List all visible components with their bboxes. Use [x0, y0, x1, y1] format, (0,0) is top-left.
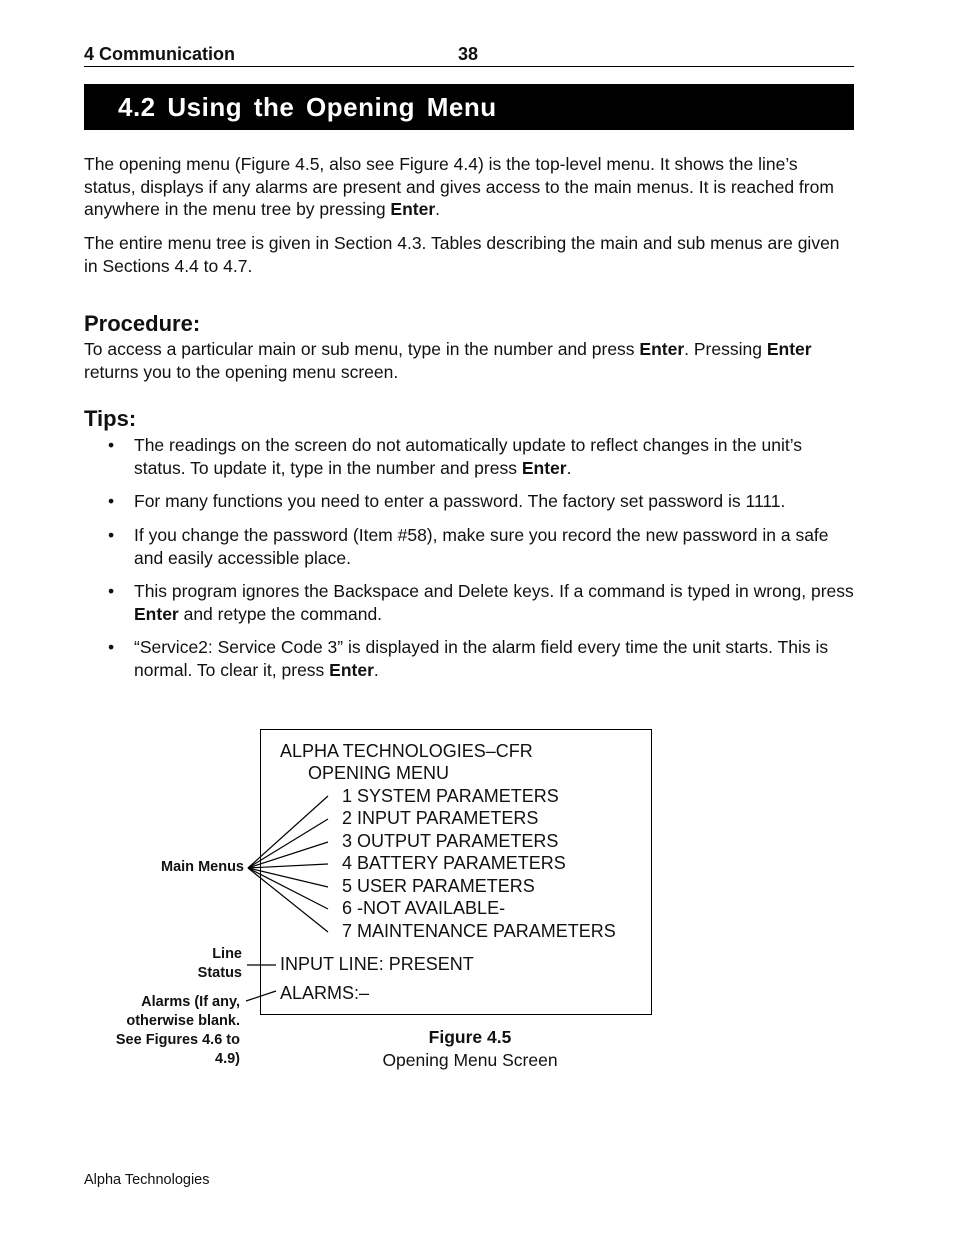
chapter-header: 4 Communication	[84, 44, 236, 64]
menu-item-6: 6 -NOT AVAILABLE-	[342, 898, 506, 918]
alarms-label-3: See Figures 4.6 to	[115, 1032, 240, 1048]
main-menus-label: Main Menus	[161, 859, 244, 875]
intro-end: .	[435, 199, 441, 219]
menu-item-5: 5 USER PARAMETERS	[342, 876, 535, 896]
callout-line-alarms	[246, 991, 276, 1001]
enter-key-text: Enter	[390, 199, 436, 219]
figure-caption: Opening Menu Screen	[382, 1050, 558, 1070]
menu-item-4: 4 BATTERY PARAMETERS	[342, 853, 566, 873]
alarms-label-1: Alarms (If any,	[141, 994, 240, 1010]
procedure-text-2: . Pressing	[684, 339, 767, 359]
menu-item-3: 3 OUTPUT PARAMETERS	[342, 831, 559, 851]
bullet-3: •	[108, 525, 115, 545]
line-status-label-1: Line	[212, 946, 242, 962]
callout-line-6	[248, 868, 328, 909]
tip-1-text: The readings on the screen do not automatically update to reflect changes in the unit’s status. To update it, type in the number and press	[134, 435, 803, 478]
footer-company: Alpha Technologies	[84, 1172, 210, 1188]
tip-1-end: .	[566, 457, 572, 478]
screen-title: ALPHA TECHNOLOGIES–CFR	[280, 741, 533, 761]
tip-5-end: .	[373, 659, 379, 680]
bullet-1: •	[108, 435, 115, 455]
tip-2: For many functions you need to enter a password. The factory set password is 1111.	[134, 491, 786, 511]
tip-1-bold: Enter	[521, 457, 567, 478]
alarms-label-4: 4.9)	[215, 1051, 240, 1067]
procedure-heading: Procedure:	[84, 311, 201, 336]
bullet-2: •	[108, 491, 115, 511]
callout-line-2	[248, 819, 328, 868]
tip-5-text: “Service2: Service Code 3” is displayed in the alarm field every time the unit starts. This is normal. To clear it, press	[134, 637, 829, 680]
alarms-label	[116, 993, 240, 1069]
screen-subtitle: OPENING MENU	[308, 763, 450, 783]
input-line-status: INPUT LINE: PRESENT	[280, 954, 474, 974]
bullet-4: •	[108, 581, 115, 601]
procedure-text-1: To access a particular main or sub menu, type in the number and press	[84, 339, 640, 359]
alarms-field: ALARMS:–	[280, 983, 370, 1003]
bullet-5: •	[108, 637, 115, 657]
tip-4-text: This program ignores the Backspace and Delete keys. If a command is typed in wrong, press	[134, 581, 854, 601]
tip-5-bold: Enter	[329, 659, 374, 680]
menu-item-1: 1 SYSTEM PARAMETERS	[342, 786, 559, 806]
callout-line-1	[248, 796, 328, 868]
menu-item-7: 7 MAINTENANCE PARAMETERS	[342, 921, 616, 941]
page-number: 38	[458, 44, 479, 64]
intro-text: The opening menu (Figure 4.5, also see Figure 4.4) is the top-level menu. It shows the line’s status, displays if any alarms are present and gives access to the main menus. It is reached from anywhere in the menu tree by pressing	[84, 154, 834, 219]
section-title: 4.2 Using the Opening Menu	[118, 92, 497, 122]
alarms-label-2: otherwise blank.	[126, 1013, 240, 1029]
line-status-label	[198, 945, 242, 983]
figure-number: Figure 4.5	[428, 1027, 512, 1047]
tip-4-bold: Enter	[134, 603, 179, 624]
tip-4-end: and retype the command.	[178, 603, 383, 624]
intro-paragraph-2: The entire menu tree is given in Section 4.3. Tables describing the main and sub menus are given in Sections 4.4 to 4.7.	[84, 233, 840, 276]
tips-heading: Tips:	[84, 406, 137, 431]
procedure-bold-2: Enter	[766, 339, 812, 359]
procedure-bold-1: Enter	[639, 339, 685, 359]
line-status-label-2: Status	[197, 965, 242, 981]
procedure-text-3: returns you to the opening menu screen.	[84, 361, 399, 382]
menu-item-2: 2 INPUT PARAMETERS	[342, 808, 539, 828]
tip-3: If you change the password (Item #58), make sure you record the new password in a safe and easily accessible place.	[134, 525, 829, 568]
